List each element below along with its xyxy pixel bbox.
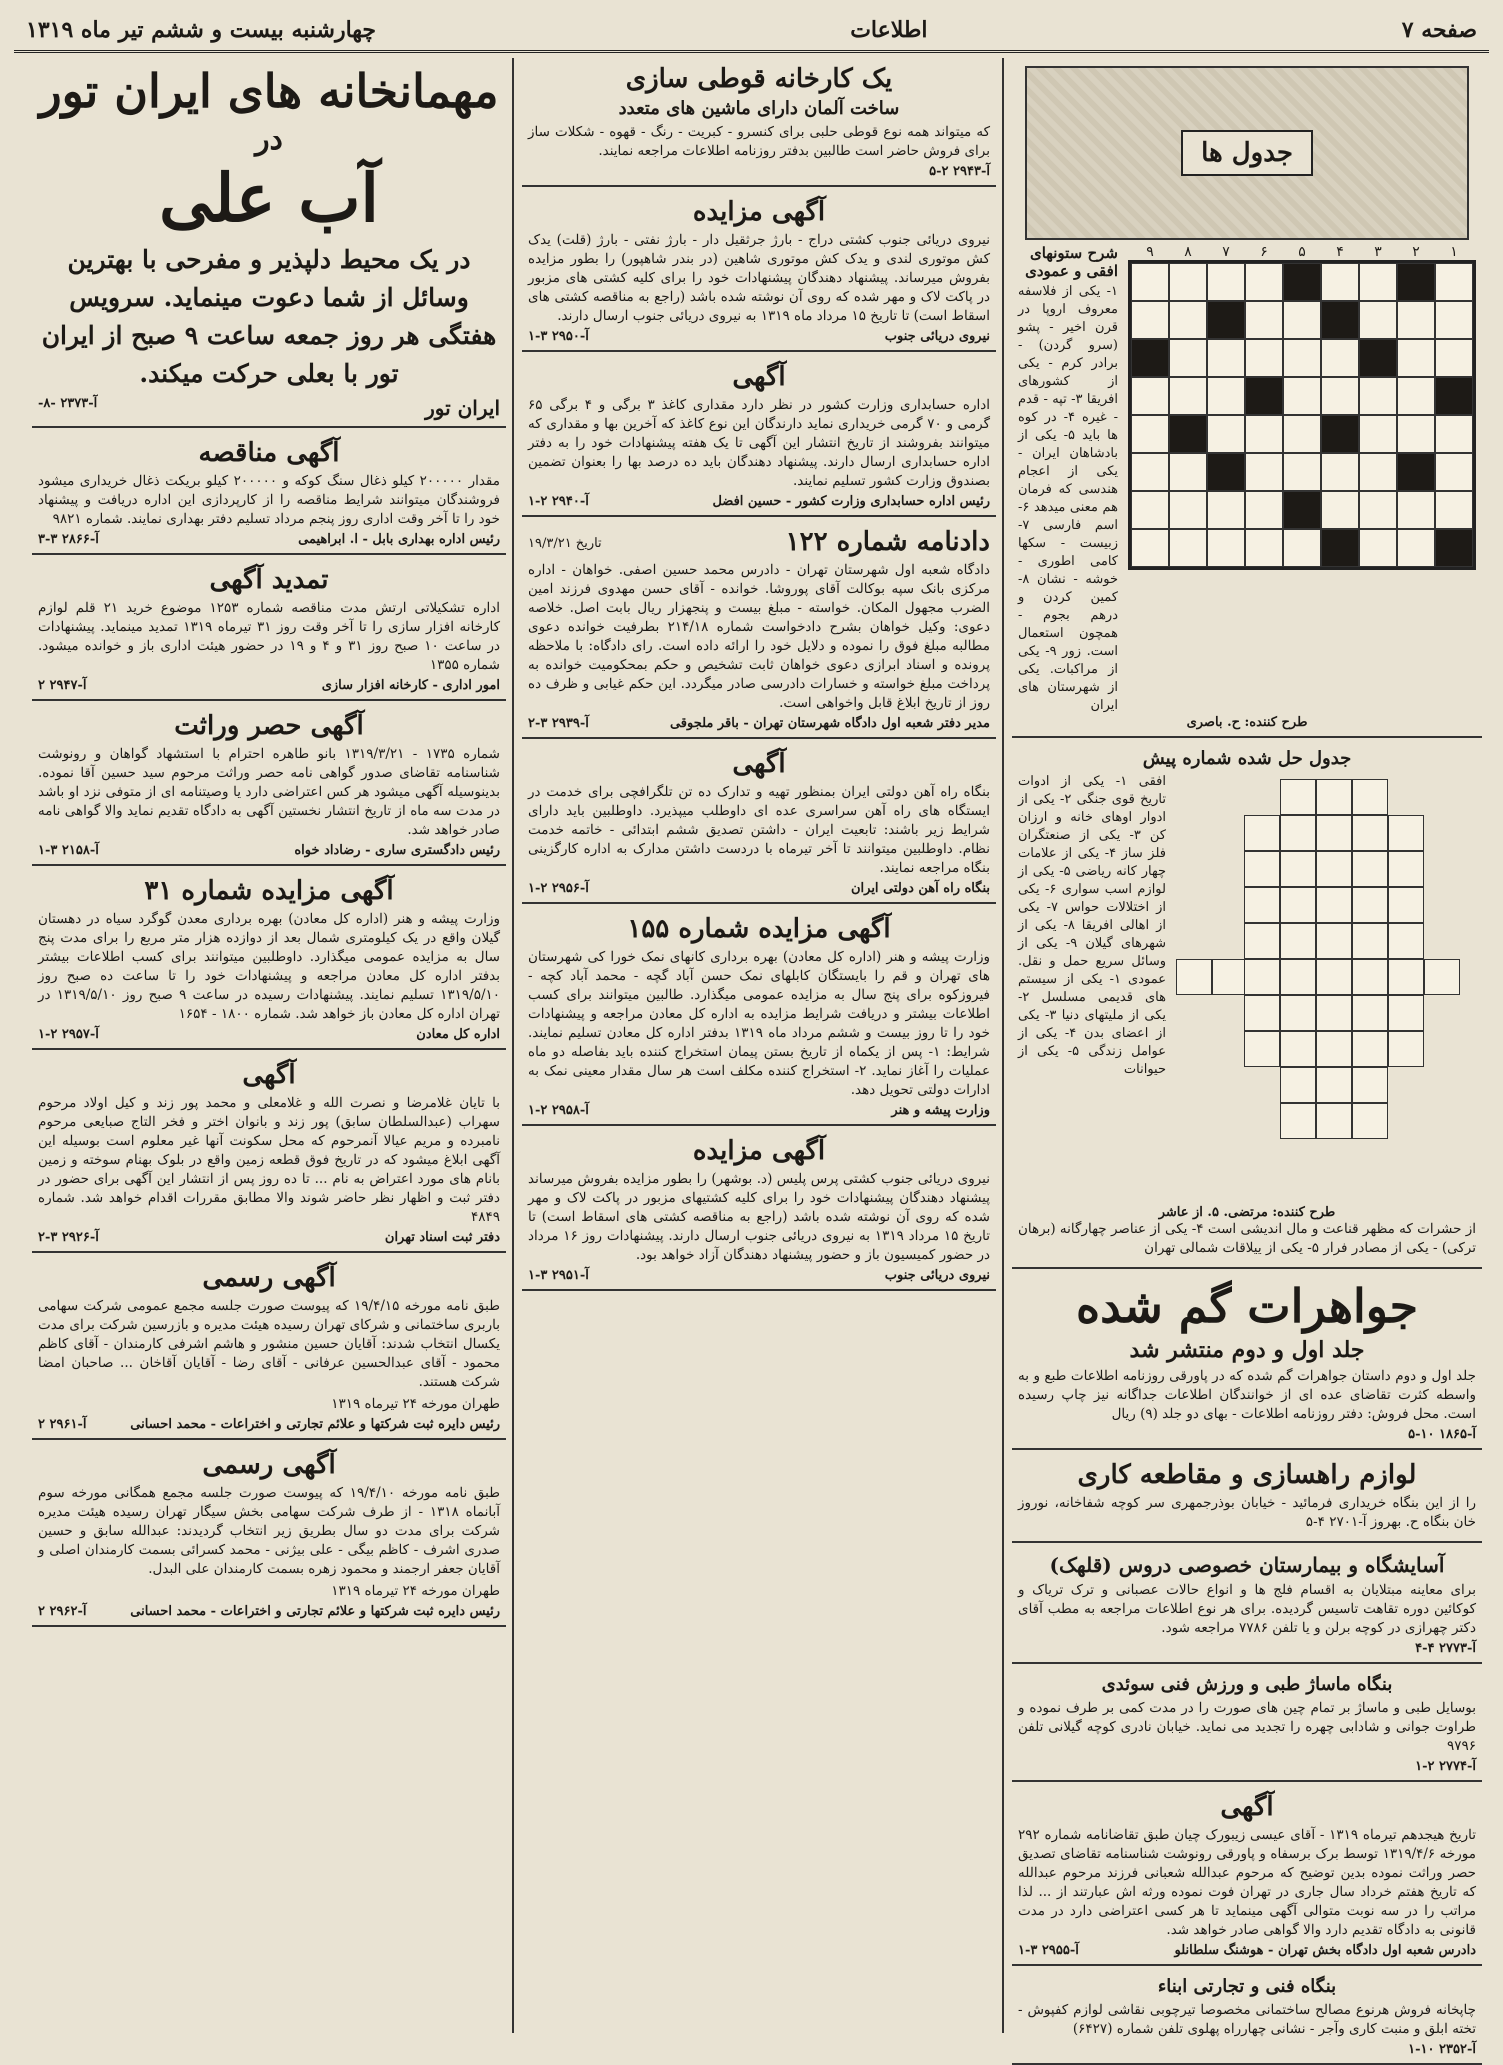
puzzle-cell [1397, 377, 1435, 415]
puzzle-cell [1316, 995, 1352, 1031]
grid-number: ۱ [1450, 244, 1458, 260]
ad-heirs [32, 705, 506, 866]
auction31-code: آ-۲۹۵۷ ۲-۱ [38, 1027, 99, 1042]
puzzle-cell [1244, 887, 1280, 923]
column-rule-right [1002, 58, 1004, 2033]
official2-title: آگهی رسمی [202, 1450, 336, 1480]
ad-auction-155 [522, 908, 996, 1126]
auction3-code: آ-۲۹۵۱ ۳-۱ [528, 1268, 589, 1283]
puzzle-cell [1397, 491, 1435, 529]
ad-verdict [522, 521, 996, 739]
auction155-title: آگهی مزایده شماره ۱۵۵ [627, 914, 891, 944]
puzzle-cell [1352, 851, 1388, 887]
puzzle-cell [1244, 995, 1280, 1031]
puzzle-cell [1388, 887, 1424, 923]
puzzle-cell [1283, 529, 1321, 567]
puzzle-cell [1316, 1031, 1352, 1067]
puzzle-cell [1283, 263, 1321, 301]
puzzle-cell [1435, 339, 1473, 377]
crossword-grid [1128, 260, 1476, 570]
page-number: صفحه ۷ [1401, 17, 1477, 43]
puzzle-cell [1131, 339, 1169, 377]
masthead [14, 10, 1489, 53]
notice3-code: آ-۲۹۲۶ ۳-۲ [38, 1230, 99, 1245]
puzzle-cell [1245, 377, 1283, 415]
hotel-title: مهمانخانه های ایران تور [39, 64, 499, 118]
puzzle-cell [1283, 415, 1321, 453]
puzzle-cell [1435, 529, 1473, 567]
puzzle-cell [1283, 339, 1321, 377]
hotel-code: آ-۲۳۷۳ -۸- [38, 396, 98, 411]
puzzle-cell [1316, 815, 1352, 851]
rail-title: آگهی [732, 749, 786, 779]
solved-cross-grid [1176, 779, 1476, 1199]
puzzle-cell [1169, 453, 1207, 491]
puzzle-cell [1321, 339, 1359, 377]
puzzle-cell [1280, 959, 1316, 995]
puzzle-cell [1352, 923, 1388, 959]
column-left [32, 58, 506, 2033]
sport-code: آ-۲۷۷۴ ۲-۱ [1415, 1759, 1476, 1774]
puzzle-cell [1397, 529, 1435, 567]
puzzle-cell [1245, 491, 1283, 529]
grid-column-numbers [1128, 244, 1476, 260]
official1-body: طبق نامه مورخه ۱۹/۴/۱۵ که پیوست صورت جلسه مجمع عمومی شرکت سهامی باربری ساختمانی و شرکای تهران رسیده هیئت مدیره و بازرسین شرکت برای مدت یکسال انتخاب شدند: آقایان حسین منشور و هاشم اشرفی کارمندان - آقای کاظم محمود - آقای عبدالحسین عرفانی - آقای رضا - آقایان آقاخان ... صاحبان امضا شرکت هستند. [38, 1298, 500, 1390]
auction155-code: آ-۲۹۵۸ ۲-۱ [528, 1103, 589, 1118]
rail-body: بنگاه راه آهن دولتی ایران بمنظور تهیه و تدارک ده تن تلگرافچی برای خدمت در ایستگاه های راه آهن سراسری عده ای داوطلب میپذیرد. داوطلبین باید دارای شرایط زیر باشند: تابعیت ایران - داشتن تصدیق ششم ابتدائی - خاتمه خدمت نظام. داوطلبین میتوانند تا آخر تیرماه با دردست داشتن مدارک به اداره کارگزینی بنگاه مراجعه نمایند. [528, 784, 990, 876]
ad-official-2 [32, 1444, 506, 1627]
puzzle-cell [1207, 491, 1245, 529]
solved-footnote: از حشرات که مظهر قناعت و مال اندیشی است ۴- یکی از عناصر چهارگانه (برهان ترکی) - یکی از مصادر فرار ۵- یکی از ییلاقات شمالی تهران [1018, 1221, 1476, 1256]
extend-title: تمدید آگهی [209, 565, 329, 595]
notice2-sign: رئیس اداره حسابداری وزارت کشور - حسین افضل [712, 494, 990, 509]
puzzle-cell [1244, 815, 1280, 851]
puzzle-cell [1207, 301, 1245, 339]
puzzle-cell [1316, 1103, 1352, 1139]
heirs-code: آ-۲۱۵۸ ۳-۱ [38, 843, 99, 858]
puzzle-cell [1169, 377, 1207, 415]
puzzle-cell [1321, 377, 1359, 415]
ad-railway [522, 743, 996, 904]
puzzle-cell [1131, 377, 1169, 415]
puzzle-cell [1280, 779, 1316, 815]
tender-code: آ-۲۸۶۶ ۳-۳ [38, 532, 99, 547]
puzzle-cell [1359, 377, 1397, 415]
ad-extend [32, 559, 506, 701]
artisan-title: بنگاه فنی و تجارتی ابناء [1157, 1976, 1337, 1997]
auction1-body: نیروی دریائی جنوب کشتی دراج - بارژ جرثقیل دار - بارژ نفتی - بارژ (قلت) یدک کش موتوری لندی و یدک کش موتوری شاهین (در بندر شاهپور) را بطور مزایده بفروش میرساند. پیشنهاد دهندگان پیشنهادات خود را برای کلیه کشتی های مزبور در پاکت لاک و مهر شده که روی آن نوشته شده باشد (راجع به مناقصه کشتی های اسقاط است) تا تاریخ ۱۵ مرداد ماه ۱۳۱۹ به نیروی دریائی جنوب ارسال دارند. [528, 232, 990, 324]
puzzle-cell [1388, 959, 1424, 995]
puzzle-cell [1169, 491, 1207, 529]
tender-body: مقدار ۲۰۰۰۰۰ کیلو ذغال سنگ کوکه و ۲۰۰۰۰۰ کیلو بریکت ذغال خریداری میشود فروشندگان میتوانند شرایط مناقصه را از کارپردازی این اداره دریافت و پیشنهاد خود را تا آخر وقت اداری روز پنجم مرداد تسلیم دفتر بهداری نمایند. شماره ۹۸۲۱ [38, 473, 500, 527]
puzzle-cell [1245, 301, 1283, 339]
puzzle-cell [1169, 339, 1207, 377]
puzzle-cell [1283, 301, 1321, 339]
puzzle-cell [1212, 959, 1248, 995]
puzzle-cell [1283, 491, 1321, 529]
puzzle-cell [1435, 453, 1473, 491]
puzzle-cell [1352, 779, 1388, 815]
official2-date: طهران مورخه ۲۴ تیرماه ۱۳۱۹ [331, 1583, 500, 1599]
puzzle-cell [1397, 339, 1435, 377]
puzzle-cell [1131, 301, 1169, 339]
clues-title: شرح ستونهای افقی و عمودی [1025, 244, 1118, 280]
puzzle-cell [1316, 779, 1352, 815]
puzzle-cell [1359, 453, 1397, 491]
notice2-code: آ-۲۹۴۰ ۲-۱ [528, 494, 589, 509]
grid-number: ۹ [1146, 244, 1154, 260]
puzzle-cell [1321, 301, 1359, 339]
auction3-title: آگهی مزایده [692, 1136, 826, 1166]
auction155-sign: وزارت پیشه و هنر [891, 1103, 990, 1118]
puzzle-cell [1435, 377, 1473, 415]
verdict-body: دادگاه شعبه اول شهرستان تهران - دادرس محمد حسین اصفی. خواهان - اداره مرکزی بانک سپه بوکالت آقای پوروشا. خوانده - آقای حسن مهدوی فرزند امین الضرب مجهول المکان. خواسته - مبلغ بیست و پنجهزار ریال بابت اصل. خلاصه دعوی: وکیل خواهان بشرح دادخواست شماره ۲۱۴/۱۸ بطرفیت خوانده دعوی مطالبه مبلغ فوق را نموده و دلایل خود را ارائه داده است. رای دادگاه: با ملاحظه پرونده و اسناد ابرازی دعوی خواهان ثابت تشخیص و حکم بمحکومیت خوانده به پرداخت مبلغ خواسته و خسارات دادرسی صادر میگردد. این حکم غیابی و ظرف ده روز از تاریخ ابلاغ قابل واخواهی است. [528, 562, 990, 711]
ad-artisan [1012, 1970, 1482, 2065]
notice-body: تاریخ هیجدهم تیرماه ۱۳۱۹ - آقای عیسی زیبورک چیان طبق تقاضانامه شماره ۲۹۲ مورخه ۱۳۱۹/۴/۶ توسط برک برسفاه و پاورقی رونوشت شناسنامه تقاضای تصدیق حصر وراثت نموده بدین توضیح که مرحوم عبدالله شعبانی فرزند مرحوم عبدالله که تاریخ هفتم خرداد سال جاری در تهران فوت نموده ورثه اش عبارتند از ... لذا مراتب را در سه نوبت متوالی آگهی مینماید تا هر کسی اعتراضی دارد در مدت قانونی به دادگاه تقدیم دارد والا گواهی صادر خواهد شد. [1018, 1827, 1476, 1938]
verdict-code: آ-۲۹۳۹ ۳-۲ [528, 716, 589, 731]
grid-number: ۶ [1260, 244, 1268, 260]
puzzle-cell [1169, 415, 1207, 453]
puzzle-cell [1388, 851, 1424, 887]
puzzle-cell [1359, 301, 1397, 339]
hotel-sign: ایران تور [425, 396, 500, 420]
puzzle-cell [1321, 263, 1359, 301]
puzzle-cell [1321, 453, 1359, 491]
puzzle-cell [1245, 263, 1283, 301]
paper-name: اطلاعات [850, 17, 928, 43]
puzzle-cell [1280, 923, 1316, 959]
puzzle-cell [1388, 923, 1424, 959]
puzzle-cell [1388, 995, 1424, 1031]
puzzle-cell [1352, 959, 1388, 995]
puzzle-cell [1435, 263, 1473, 301]
auction3-body: نیروی دریائی جنوب کشتی پرس پلیس (د. بوشهر) را بطور مزایده بفروش میرساند پیشنهاد دهندگان پیشنهادات خود را برای کلیه کشتیهای مزبور در پاکت لاک و مهر شده که روی آن نوشته شده باشد (راجع به مناقصه کشتی های اسقاط است) تا تاریخ ۱۵ مرداد ۱۳۱۹ به نیروی دریائی جنوب ارسال دارند. پیشنهادات روز ۱۶ مرداد در حضور کمیسیون باز و حضور پیشنهاد دهندگان آزاد خواهد بود. [528, 1171, 991, 1263]
puzzle-cell [1321, 491, 1359, 529]
puzzle-cell [1131, 453, 1169, 491]
official1-title: آگهی رسمی [202, 1263, 336, 1293]
sport-body: بوسایل طبی و ماساژ بر تمام چین های صورت را در مدت کمی بر طرف نموده و طراوت جوانی و شادابی چهره را تجدید می نماید. خیابان نادری کوچه گیلانی تلفن ۹۷۹۶ [1018, 1700, 1476, 1754]
puzzle-cell [1352, 887, 1388, 923]
road-title: لوازم راهسازی و مقاطعه کاری [1077, 1460, 1417, 1490]
puzzle-cell [1397, 301, 1435, 339]
puzzle-cell [1245, 453, 1283, 491]
puzzle-cell [1207, 263, 1245, 301]
verdict-date: تاریخ ۱۹/۳/۲۱ [528, 535, 602, 551]
puzzle-illustration [1025, 66, 1469, 240]
solved-puzzle-section [1012, 742, 1482, 1269]
notice2-body: اداره حسابداری وزارت کشور در نظر دارد مقداری کاغذ ۳ برگی و ۴ برگی ۶۵ گرمی و ۷۰ گرمی خریداری نماید دارندگان این نوع کاغذ که آخرین بها و مقداری که میتوانند بفروشند از تاریخ انتشار این آگهی تا یک هفته پیشنهادات خود را به دفتر اداره حسابداری ارسال دارند. پیشنهاد دهندگان باید ده درصد بها را بعنوان تضمین بصندوق وزارت کشور تسلیم نمایند. [528, 397, 991, 489]
official1-code: آ-۲۹۶۱ ۲ [38, 1417, 87, 1432]
notice-code: آ-۲۹۵۵ ۳-۱ [1018, 1943, 1079, 1958]
puzzle-cell [1245, 529, 1283, 567]
puzzle-cell [1207, 415, 1245, 453]
extend-sign: امور اداری - کارخانه افزار سازی [321, 678, 500, 693]
ad-notice [1012, 1786, 1482, 1966]
puzzle-cell [1359, 263, 1397, 301]
clues-text: ۱- یکی از فلاسفه معروف اروپا در قرن اخیر - پشو (سرو گردن) - برادر کرم - یکی از کشورهای افریقا ۳- تپه - قدم - غیره ۴- در کوه ها باید ۵- یکی از بادشاهان ایران - یکی از اعجام هندسی که فرمان هم معنی میدهد ۶- اسم فارسی ۷- زبیست - سکها کامی اطوری - خوشه - نشان ۸- کمین کردن و درهم بجوم - همچون استعمال است. زور ۹- یکی از مراکبات. یکی از شهرستان های ایران [1018, 284, 1118, 713]
road-body: را از این بنگاه خریداری فرمائید - خیابان بوذرجمهری سر کوچه شفاخانه، نوروز خان بنگاه ح. بهروز آ-۲۷۰۱ ۴-۵ [1018, 1495, 1476, 1530]
puzzle-cell [1388, 1031, 1424, 1067]
tender-sign: رئیس اداره بهداری بابل - ا. ابراهیمی [298, 532, 500, 547]
ad-notice-registry [32, 1054, 506, 1253]
puzzle-cell [1359, 529, 1397, 567]
clinic-code: آ-۲۷۷۳ ۴-۴ [1415, 1641, 1476, 1656]
jewels-code: آ-۱۸۶۵ ۱۰-۵ [1408, 1427, 1476, 1442]
official1-sign: رئیس دایره ثبت شرکتها و علائم تجارتی و اختراعات - محمد احسانی [130, 1417, 500, 1432]
solved-title: جدول حل شده شماره پیش [1142, 748, 1352, 769]
notice3-sign: دفتر ثبت اسناد تهران [384, 1230, 500, 1245]
ad-auction-navy-2 [522, 1130, 996, 1291]
heirs-title: آگهی حصر وراثت [174, 711, 364, 741]
puzzle-cell [1131, 415, 1169, 453]
puzzle-cell [1207, 453, 1245, 491]
puzzle-cell [1435, 301, 1473, 339]
rail-sign: بنگاه راه آهن دولتی ایران [850, 881, 990, 896]
grid-number: ۴ [1336, 244, 1344, 260]
puzzle-cell [1207, 339, 1245, 377]
puzzle-cell [1169, 529, 1207, 567]
puzzle-cell [1207, 529, 1245, 567]
puzzle-cell [1280, 1031, 1316, 1067]
notice-sign: دادرس شعبه اول دادگاه بخش تهران - هوشنگ سلطانلو [1174, 1943, 1476, 1958]
grid-number: ۵ [1298, 244, 1306, 260]
tender-title: آگهی مناقصه [198, 438, 340, 468]
puzzle-cell [1169, 263, 1207, 301]
extend-code: آ-۲۹۴۷ ۲ [38, 678, 87, 693]
puzzle-cell [1359, 339, 1397, 377]
cans-body: که میتواند همه نوع قوطی حلبی برای کنسرو - کبریت - رنگ - قهوه - شکلات ساز برای فروش حاضر است طالبین بدفتر روزنامه اطلاعات مراجعه نمایند. [528, 124, 990, 159]
puzzle-cell [1244, 959, 1280, 995]
puzzle-cell [1397, 263, 1435, 301]
puzzle-cell [1352, 1067, 1388, 1103]
solved-author: طرح کننده: مرتضی. ۵. از عاشر [1158, 1205, 1336, 1220]
official2-code: آ-۲۹۶۲ ۲ [38, 1604, 87, 1619]
puzzle-cell [1388, 815, 1424, 851]
hotel-place: آب علی [159, 159, 379, 237]
auction155-body: وزارت پیشه و هنر (اداره کل معادن) بهره برداری کانهای نمک خورا کی شهرستان های تهران و قم را بایستگان کابلهای نمک حسن آباد گچه - محمد آباد کچه - فیروزکوه برای پنج سال به مزایده عمومی میگذارد. طالبین میتوانند برای کسب اطلاعات بیشتر و دریافت شرایط مزایده به اداره کل معادن مراجعه و پیشنهادات خود را تا روز بیست و ششم مرداد ماه ۱۳۱۹ بدفتر اداره کل معادن تسلیم نمایند. شرایط: ۱- پس از یکماه از تاریخ بستن پیمان استخراج کننده باید بفاصله دو ماه عملیات را آغاز نماید. ۲- استخراج کننده مکلف است هر سال مقدار معینی نمک به ادارات دولتی تحویل دهد. [528, 949, 991, 1098]
crossword-section [1012, 58, 1482, 738]
grid-number: ۷ [1222, 244, 1230, 260]
auction3-sign: نیروی دریائی جنوب [884, 1268, 990, 1283]
puzzle-cell [1283, 377, 1321, 415]
newspaper-page [14, 10, 1489, 2057]
puzzle-cell [1352, 815, 1388, 851]
puzzle-title: جدول ها [1181, 130, 1313, 176]
puzzle-cell [1169, 301, 1207, 339]
cans-subtitle: ساخت آلمان دارای ماشین های متعدد [618, 98, 900, 119]
puzzle-cell [1321, 529, 1359, 567]
puzzle-cell [1316, 959, 1352, 995]
puzzle-cell [1316, 923, 1352, 959]
puzzle-cell [1435, 491, 1473, 529]
hotel-body: در یک محیط دلپذیر و مفرحی با بهترین وسائل از شما دعوت مینماید. سرویس هفتگی هر روز جمعه ساعت ۹ صبح از ایران تور با بعلی حرکت میکند. [41, 245, 497, 388]
puzzle-cell [1280, 887, 1316, 923]
artisan-body: چاپخانه فروش هرنوع مصالح ساختمانی مخصوصا تیرچوبی نقاشی لوازم کفپوش - تخته ابلق و منبت کاری وآجر - نشانی چهارراه پهلوی تلفن شماره (۶۴۲۷) [1018, 2002, 1476, 2037]
auction1-title: آگهی مزایده [692, 197, 826, 227]
puzzle-cell [1316, 887, 1352, 923]
ad-jewels [1012, 1273, 1482, 1450]
puzzle-cell [1244, 1031, 1280, 1067]
puzzle-cell [1245, 415, 1283, 453]
verdict-sign: مدیر دفتر شعبه اول دادگاه شهرستان تهران - باقر ملجوقی [669, 716, 990, 731]
ad-official-1 [32, 1257, 506, 1440]
verdict-title: دادنامه شماره ۱۲۲ [785, 527, 990, 557]
puzzle-cell [1131, 529, 1169, 567]
puzzle-cell [1131, 263, 1169, 301]
puzzle-cell [1352, 1103, 1388, 1139]
jewels-body: جلد اول و دوم داستان جواهرات گم شده که در پاورقی روزنامه اطلاعات طبع و به واسطه کثرت تقاضای عده ای از خوانندگان اطلاعات جداگانه نیز چاپ رسیده است. محل فروش: دفتر روزنامه اطلاعات - بهای دو جلد (۹) ریال [1018, 1368, 1476, 1422]
heirs-sign: رئیس دادگستری ساری - رضاداد خواه [294, 843, 500, 858]
puzzle-cell [1280, 995, 1316, 1031]
puzzle-cell [1244, 923, 1280, 959]
puzzle-cell [1280, 851, 1316, 887]
auction31-title: آگهی مزایده شماره ۳۱ [144, 876, 394, 906]
ad-clinic [1012, 1547, 1482, 1664]
puzzle-cell [1280, 1067, 1316, 1103]
official1-date: طهران مورخه ۲۴ تیرماه ۱۳۱۹ [331, 1396, 500, 1412]
jewels-title: جواهرات گم شده [1075, 1279, 1419, 1333]
column-middle [522, 58, 996, 2033]
puzzle-cell [1245, 339, 1283, 377]
auction1-sign: نیروی دریائی جنوب [884, 329, 990, 344]
artisan-code: آ-۲۳۵۲ ۱۰-۱ [1408, 2042, 1476, 2057]
ad-auction-31 [32, 870, 506, 1050]
issue-date: چهارشنبه بیست و ششم تیر ماه ۱۳۱۹ [26, 17, 377, 43]
grid-number: ۳ [1374, 244, 1382, 260]
puzzle-cell [1316, 1067, 1352, 1103]
ad-hotel [32, 58, 506, 428]
puzzle-cell [1359, 491, 1397, 529]
clinic-body: برای معاینه مبتلایان به اقسام فلج ها و انواع حالات عصبانی و ترک تریاک و کوکائین دوره تقاهت تاسیس گردیده. برای هر نوع اطلاعات مراجعه به مطب آقای دکتر چهرازی در کوچه برلن و یا تلفن ۷۷۸۶ مراجعه شود. [1018, 1582, 1476, 1636]
puzzle-cell [1424, 959, 1460, 995]
notice2-title: آگهی [732, 362, 786, 392]
puzzle-cell [1397, 415, 1435, 453]
column-rule-left [512, 58, 514, 2033]
notice3-body: با تایان غلامرضا و نصرت الله و غلامعلی و محمد پور زند و کیل اولاد مرحوم سهراب (عبدالسلطان سابق) پور زند و بانوان اختر و فخر التاج صبایعی مرحوم نامبرده و مریم عیالا آنمرحوم که محل سکونت آنها غیر معلوم است بوسیله این آگهی ابلاغ میشود که در تاریخ فوق قطعه زمین واقع در بلوک بهنام سوخته و زمین بانام های مورد اعتراض به نام ... تا ده روز پس از انتشار این آگهی برای حضور در دفتر ثبت و اظهار نظر حاضر شوند والا مطابق مقررات اقدام خواهد شد. شماره ۴۸۴۹ [38, 1095, 500, 1225]
jewels-subtitle: جلد اول و دوم منتشر شد [1129, 1337, 1365, 1363]
column-right [1012, 58, 1482, 2057]
puzzle-cell [1244, 851, 1280, 887]
cans-title: یک کارخانه قوطی سازی [625, 64, 893, 94]
puzzle-cell [1316, 851, 1352, 887]
ad-cans [522, 58, 996, 187]
puzzle-cell [1435, 415, 1473, 453]
ad-tender [32, 432, 506, 555]
puzzle-cell [1321, 415, 1359, 453]
extend-body: اداره تشکیلاتی ارتش مدت مناقصه شماره ۱۲۵۳ موضوع خرید ۲۱ قلم لوازم کارخانه افزار سازی را تا آخر وقت روز ۳۱ تیرماه ۱۳۱۹ تمدید مینماید. پیشنهادات در ساعت ۱۰ صبح روز ۳۱ و ۴ و ۱۹ در حضور هیئت اداری باز و خوانده میشود. شماره ۱۳۵۵ [38, 600, 501, 673]
ad-sport [1012, 1668, 1482, 1782]
clinic-title: آسایشگاه و بیمارستان خصوصی دروس (قلهک) [1049, 1553, 1445, 1577]
auction1-code: آ-۲۹۵۰ ۳-۱ [528, 329, 589, 344]
ad-auction-navy [522, 191, 996, 352]
puzzle-cell [1352, 1031, 1388, 1067]
puzzle-cell [1176, 959, 1212, 995]
puzzle-cell [1283, 453, 1321, 491]
ad-notice-interior [522, 356, 996, 517]
auction31-body: وزارت پیشه و هنر (اداره کل معادن) بهره برداری معدن گوگرد سیاه در دهستان گیلان واقع در یک کیلومتری شمال بعد از دوازده هزار متر مربع را برای مدت پنج سال به مزایده عمومی میگذارد. داوطلبین میتوانند برای کسب اطلاعات بیشتر بدفتر اداره کل معادن مراجعه و پیشنهادات خود را تا ساعت ده صبح روز ۱۳۱۹/۵/۱۰ تسلیم نمایند. پیشنهادات رسیده در ساعت ۹ صبح روز ۱۳۱۹/۵/۱۰ در تهران اداره کل معادن باز خواهد شد. شماره ۱۸۰۰ - ۱۶۵۴ [38, 911, 500, 1022]
puzzle-cell [1131, 491, 1169, 529]
puzzle-cell [1359, 415, 1397, 453]
sport-title: بنگاه ماساژ طبی و ورزش فنی سوئدی [1101, 1674, 1393, 1695]
grid-number: ۲ [1412, 244, 1420, 260]
official2-body: طبق نامه مورخه ۱۹/۴/۱۰ که پیوست صورت جلسه مجمع همگانی مورخه سوم آبانماه ۱۳۱۸ - از طرف شرکت سهامی بخش سیگار تهران رسیده هیئت مدیره شرکت برای مدت دو سال بطریق زیر انتخاب گردیدند: عبدالله سابق و حسین صدری اشرف - کاظم بیگی - علی بیژنی - محمد کسرائی بسمت کارمندان اصلی و آقایان جعفر ارجمند و محمود زهره بسمت کارمندان علی البدل. [38, 1485, 500, 1577]
puzzle-cell [1352, 995, 1388, 1031]
puzzle-cell [1397, 453, 1435, 491]
cans-code: آ-۲۹۴۳ ۲-۵ [929, 164, 990, 179]
hotel-in: در [255, 122, 283, 157]
notice-title: آگهی [1220, 1792, 1274, 1822]
heirs-body: شماره ۱۷۳۵ - ۱۳۱۹/۳/۲۱ بانو طاهره احترام با استشهاد گواهان و رونوشت شناسنامه تقاضای صدور گواهی نامه حصر وراثت مرحوم سید حسین آقا نموده. بدینوسیله آگهی میشود هر کس اعتراضی دارد یا وصیتنامه ای از متوفی نزد او باشد در مدت سه ماه از تاریخ انتشار نخستین آگهی به دادگاه تقدیم نماید والا گواهی نامه صادر خواهد شد. [38, 746, 500, 838]
puzzle-cell [1280, 1103, 1316, 1139]
rail-code: آ-۲۹۵۶ ۲-۱ [528, 881, 589, 896]
ad-road [1012, 1454, 1482, 1543]
puzzle-cell [1280, 815, 1316, 851]
official2-sign: رئیس دایره ثبت شرکتها و علائم تجارتی و اختراعات - محمد احسانی [130, 1604, 500, 1619]
puzzle-author: طرح کننده: ح. باصری [1186, 715, 1308, 730]
solved-clues: افقی ۱- یکی از ادوات تاریخ قوی جنگی ۲- یکی از ادوار اوهای خانه و ارزان کن ۳- یکی از صنعتگران فلز ساز ۴- یکی از علامات چهار کانه ریاضی ۵- یکی از لوازم اسب سواری ۶- یکی از اختلالات حواس ۷- یکی از اهالی افریقا ۸- یکی از شهرهای گیلان ۹- یکی از وسائل سریع حمل و نقل. عمودی ۱- یکی از سیستم های قدیمی مسلسل ۲- یکی از ملیتهای دنیا ۳- یکی از اعضای بدن ۴- یکی از عوامل زندگی ۵- یکی از حیوانات [1018, 774, 1167, 1077]
auction31-sign: اداره کل معادن [416, 1027, 500, 1042]
grid-number: ۸ [1184, 244, 1192, 260]
puzzle-cell [1207, 377, 1245, 415]
notice3-title: آگهی [242, 1060, 296, 1090]
